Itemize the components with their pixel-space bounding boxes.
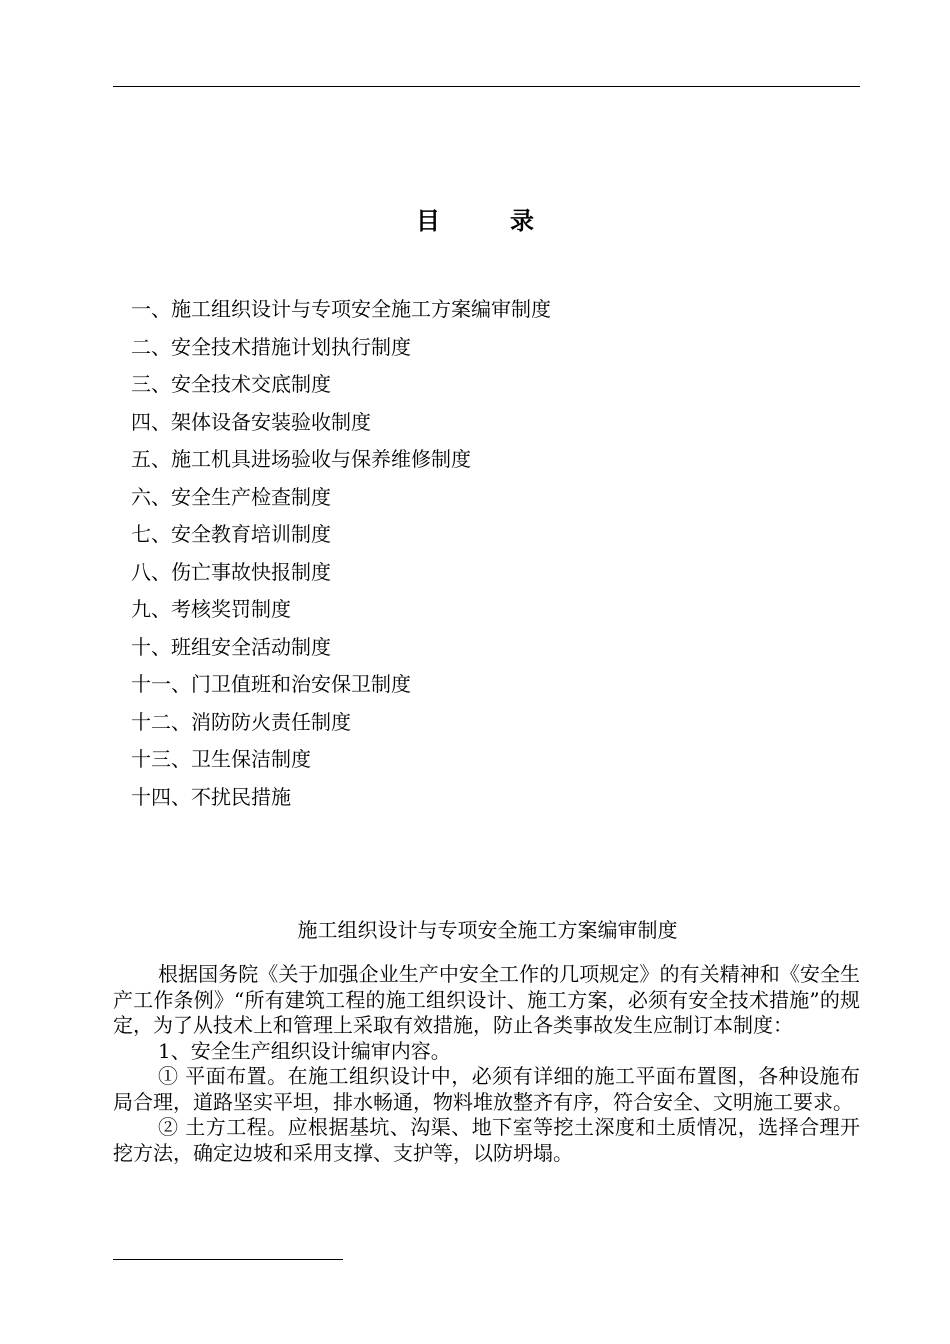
toc-item: 八、伤亡事故快报制度 — [131, 559, 331, 584]
toc-item: 一、施工组织设计与专项安全施工方案编审制度 — [131, 297, 551, 321]
toc-list — [131, 291, 551, 816]
footnote-rule — [113, 1259, 343, 1260]
toc-item: 三、安全技术交底制度 — [131, 372, 331, 396]
toc-item: 十、班组安全活动制度 — [131, 634, 331, 659]
toc-item: 六、安全生产检查制度 — [131, 484, 331, 509]
toc-item: 十二、消防防火责任制度 — [131, 709, 351, 734]
toc-item: 十三、卫生保洁制度 — [131, 747, 311, 771]
toc-item: 四、架体设备安装验收制度 — [131, 409, 371, 434]
section-title: 施工组织设计与专项安全施工方案编审制度 — [297, 918, 678, 942]
toc-title: 目录 — [416, 206, 604, 235]
toc-item: 十四、不扰民措施 — [131, 784, 291, 809]
body-paragraph: 1、安全生产组织设计编审内容。 — [158, 1038, 451, 1063]
header-rule — [113, 86, 860, 87]
body-paragraph: ① 平面布置。在施工组织设计中，必须有详细的施工平面布置图，各种设施布局合理，道路坚实平坦，排水畅通，物料堆放整齐有序，符合安全、文明施工要求。 — [113, 1064, 860, 1114]
toc-item: 五、施工机具进场验收与保养维修制度 — [131, 447, 471, 471]
body-paragraph: ② 土方工程。应根据基坑、沟渠、地下室等挖土深度和土质情况，选择合理开挖方法，确定边坡和采用支撑、支护等，以防坍塌。 — [113, 1115, 860, 1165]
toc-item: 九、考核奖罚制度 — [131, 597, 291, 621]
toc-item: 二、安全技术措施计划执行制度 — [131, 334, 411, 359]
toc-item: 七、安全教育培训制度 — [131, 522, 331, 546]
toc-item: 十一、门卫值班和治安保卫制度 — [131, 672, 411, 696]
body-paragraph: 根据国务院《关于加强企业生产中安全工作的几项规定》的有关精神和《安全生产工作条例》“所有建筑工程的施工组织设计、施工方案，必须有安全技术措施”的规定，为了从技术上和管理上采取有效措施，防止各类事故发生应制订本制度： — [113, 962, 860, 1037]
section-body — [113, 962, 860, 1166]
